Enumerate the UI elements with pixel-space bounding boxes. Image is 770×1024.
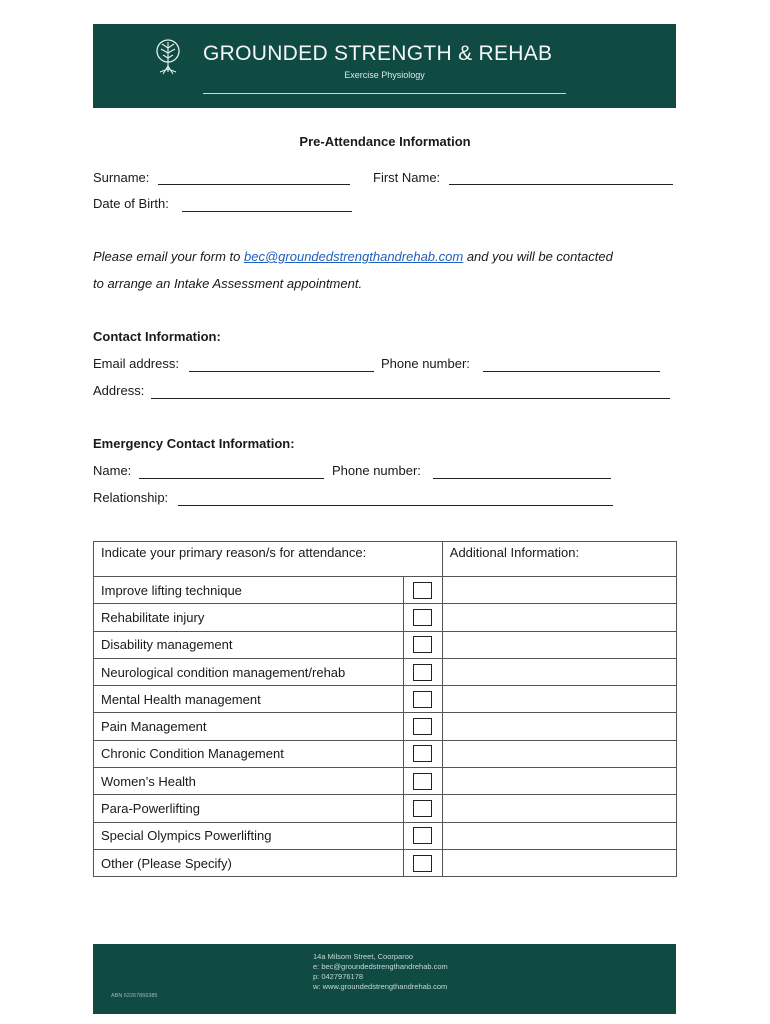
footer-web: w: www.groundedstrengthandrehab.com [313, 982, 448, 991]
table-row [94, 604, 677, 631]
reason-checkbox-cell [403, 631, 442, 658]
reason-checkbox[interactable] [413, 745, 432, 762]
relationship-label: Relationship: [93, 490, 169, 505]
reason-checkbox[interactable] [413, 827, 432, 844]
table-row [94, 577, 677, 604]
reason-label: Improve lifting technique [94, 577, 404, 604]
brand-subtitle: Exercise Physiology [344, 70, 425, 80]
instruction-line-2: to arrange an Intake Assessment appointment. [93, 276, 363, 291]
reason-checkbox[interactable] [413, 855, 432, 872]
email-label: Email address: [93, 356, 179, 371]
emergency-name-field[interactable] [139, 478, 324, 479]
additional-info-cell[interactable] [442, 686, 676, 713]
reason-checkbox-cell [403, 795, 442, 822]
additional-info-cell[interactable] [442, 577, 676, 604]
emergency-heading: Emergency Contact Information: [93, 436, 295, 451]
table-row [94, 768, 677, 795]
footer-contact [313, 952, 448, 992]
emergency-phone-label: Phone number: [332, 463, 421, 478]
reason-label: Rehabilitate injury [94, 604, 404, 631]
reasons-table-header [94, 542, 677, 577]
additional-info-cell[interactable] [442, 768, 676, 795]
reason-checkbox-cell [403, 686, 442, 713]
footer-abn: ABN 62267866385 [111, 993, 158, 999]
reason-checkbox[interactable] [413, 773, 432, 790]
reason-checkbox-cell [403, 713, 442, 740]
footer-address: 14a Milsom Street, Coorparoo [313, 952, 414, 961]
footer-phone: p: 0427976178 [313, 972, 364, 981]
table-row [94, 822, 677, 849]
footer-email: e: bec@groundedstrengthandrehab.com [313, 962, 448, 971]
email-field[interactable] [189, 371, 374, 372]
instruction-text-before: Please email your form to [93, 249, 245, 264]
reason-label: Chronic Condition Management [94, 740, 404, 767]
reason-checkbox[interactable] [413, 664, 432, 681]
additional-info-cell[interactable] [442, 795, 676, 822]
reason-label: Disability management [94, 631, 404, 658]
reason-checkbox[interactable] [413, 800, 432, 817]
additional-info-cell[interactable] [442, 849, 676, 876]
first-name-label: First Name: [373, 170, 441, 185]
additional-info-cell[interactable] [442, 713, 676, 740]
phone-field[interactable] [483, 371, 660, 372]
additional-info-cell[interactable] [442, 822, 676, 849]
dob-field[interactable] [182, 211, 352, 212]
additional-info-cell[interactable] [442, 631, 676, 658]
email-link[interactable]: bec@groundedstrengthandrehab.com [244, 249, 464, 264]
table-row [94, 713, 677, 740]
reason-label: Pain Management [94, 713, 404, 740]
table-row [94, 686, 677, 713]
table-row [94, 658, 677, 685]
additional-info-cell[interactable] [442, 740, 676, 767]
reason-checkbox-cell [403, 577, 442, 604]
additional-info-cell[interactable] [442, 658, 676, 685]
reason-checkbox-cell [403, 822, 442, 849]
reason-label: Other (Please Specify) [94, 849, 404, 876]
header-divider [203, 93, 566, 94]
additional-info-cell[interactable] [442, 604, 676, 631]
emergency-name-label: Name: [93, 463, 132, 478]
reason-label: Para-Powerlifting [94, 795, 404, 822]
phone-label: Phone number: [381, 356, 470, 371]
table-row [94, 631, 677, 658]
instruction-line-1 [93, 249, 613, 264]
contact-heading: Contact Information: [93, 329, 221, 344]
reason-label: Women’s Health [94, 768, 404, 795]
reason-checkbox[interactable] [413, 636, 432, 653]
relationship-field[interactable] [178, 505, 613, 506]
reason-checkbox[interactable] [413, 609, 432, 626]
address-field[interactable] [151, 398, 670, 399]
footer-banner [93, 944, 676, 1014]
reason-label: Neurological condition management/rehab [94, 658, 404, 685]
additional-info-header: Additional Information: [442, 542, 676, 577]
dob-label: Date of Birth: [93, 196, 169, 211]
brand-name: GROUNDED STRENGTH & REHAB [203, 42, 553, 65]
instruction-text-after: and you will be contacted [463, 249, 613, 264]
reason-checkbox-cell [403, 768, 442, 795]
reason-checkbox-cell [403, 849, 442, 876]
reason-checkbox[interactable] [413, 582, 432, 599]
table-row [94, 740, 677, 767]
tree-roots-icon [153, 38, 183, 78]
reason-label: Mental Health management [94, 686, 404, 713]
first-name-field[interactable] [449, 184, 673, 185]
surname-field[interactable] [158, 184, 350, 185]
surname-label: Surname: [93, 170, 150, 185]
reasons-table [93, 541, 677, 877]
reason-checkbox-cell [403, 658, 442, 685]
table-row [94, 795, 677, 822]
page-title: Pre-Attendance Information [299, 134, 471, 149]
reason-checkbox[interactable] [413, 691, 432, 708]
emergency-phone-field[interactable] [433, 478, 611, 479]
reason-checkbox-cell [403, 604, 442, 631]
reasons-header-label: Indicate your primary reason/s for attendance: [94, 542, 443, 577]
reason-checkbox-cell [403, 740, 442, 767]
table-row [94, 849, 677, 876]
reason-checkbox[interactable] [413, 718, 432, 735]
header-banner [93, 24, 676, 108]
address-label: Address: [93, 383, 145, 398]
reason-label: Special Olympics Powerlifting [94, 822, 404, 849]
